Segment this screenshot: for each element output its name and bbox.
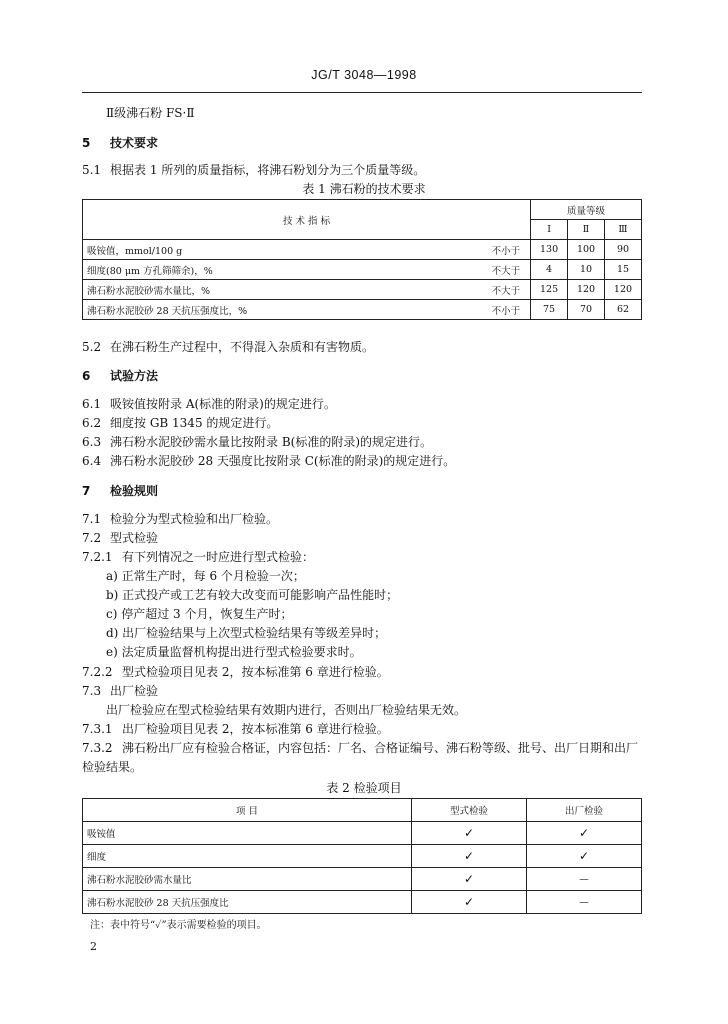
clause-7-3-1: 7.3.1 出厂检验项目见表 2，按本标准第 6 章进行检验。 xyxy=(82,722,389,736)
clause-7-2: 7.2 型式检验 xyxy=(82,531,159,545)
clause-7-3-2-continuation: 检验结果。 xyxy=(82,760,143,774)
table2 xyxy=(82,798,642,914)
header-rule xyxy=(82,92,642,93)
section-5-heading: 5 技术要求 xyxy=(82,136,159,150)
list-item: e) 法定质量监督机构提出进行型式检验要求时。 xyxy=(106,645,362,659)
list-item: c) 停产超过 3 个月，恢复生产时； xyxy=(106,607,293,621)
table-row: 沸石粉水泥胶砂需水量比 ✓ — xyxy=(83,868,642,891)
table2-header-item: 项 目 xyxy=(83,799,412,822)
table-row: 沸石粉水泥胶砂 28 天抗压强度比 ✓ — xyxy=(83,891,642,914)
clause-6-2: 6.2 细度按 GB 1345 的规定进行。 xyxy=(82,416,279,430)
table1-header-indicator: 技 术 指 标 xyxy=(83,200,531,240)
table1-caption: 表 1 沸石粉的技术要求 xyxy=(302,182,426,196)
table-row: 沸石粉水泥胶砂需水量比，% 不大于 125 120 120 xyxy=(83,280,642,300)
table1-grade-2: Ⅱ xyxy=(568,220,605,240)
check-icon: ✓ xyxy=(527,822,642,845)
clause-6-4: 6.4 沸石粉水泥胶砂 28 天强度比按附录 C(标准的附录)的规定进行。 xyxy=(82,454,456,468)
clause-7-3-2: 7.3.2 沸石粉出厂应有检验合格证，内容包括：厂名、合格证编号、沸石粉等级、批号、出厂日期和出厂 xyxy=(82,741,639,755)
clause-7-3-paragraph: 出厂检验应在型式检验结果有效期内进行，否则出厂检验结果无效。 xyxy=(106,703,467,717)
clause-6-1: 6.1 吸铵值按附录 A(标准的附录)的规定进行。 xyxy=(82,397,336,411)
clause-5-2: 5.2 在沸石粉生产过程中，不得混入杂质和有害物质。 xyxy=(82,340,375,354)
dash-mark: — xyxy=(527,891,642,914)
table2-note: 注：表中符号“✓”表示需要检验的项目。 xyxy=(90,920,267,931)
page-number: 2 xyxy=(90,940,97,953)
table2-caption: 表 2 检验项目 xyxy=(326,781,402,795)
clause-7-3: 7.3 出厂检验 xyxy=(82,684,159,698)
table1 xyxy=(82,199,642,320)
page-header: JG/T 3048—1998 xyxy=(311,68,417,82)
table1-grade-3: Ⅲ xyxy=(605,220,642,240)
clause-7-2-2: 7.2.2 型式检验项目见表 2，按本标准第 6 章进行检验。 xyxy=(82,665,389,679)
table2-header-type: 型式检验 xyxy=(412,799,527,822)
table-row: 细度(80 μm 方孔筛筛余)，% 不大于 4 10 15 xyxy=(83,260,642,280)
table-row: 细度 ✓ ✓ xyxy=(83,845,642,868)
check-icon: ✓ xyxy=(412,845,527,868)
table-row: 沸石粉水泥胶砂 28 天抗压强度比，% 不小于 75 70 62 xyxy=(83,300,642,320)
check-icon: ✓ xyxy=(412,822,527,845)
table-row: 吸铵值 ✓ ✓ xyxy=(83,822,642,845)
section-7-heading: 7 检验规则 xyxy=(82,484,159,498)
list-item: d) 出厂检验结果与上次型式检验结果有等级差异时； xyxy=(106,626,387,640)
clause-6-3: 6.3 沸石粉水泥胶砂需水量比按附录 B(标准的附录)的规定进行。 xyxy=(82,435,432,449)
check-icon: ✓ xyxy=(412,868,527,891)
check-icon: ✓ xyxy=(412,891,527,914)
check-icon: ✓ xyxy=(527,845,642,868)
list-item: b) 正式投产或工艺有较大改变而可能影响产品性能时； xyxy=(106,588,399,602)
table1-grade-1: Ⅰ xyxy=(531,220,568,240)
section-6-heading: 6 试验方法 xyxy=(82,369,159,383)
grade-line: Ⅱ级沸石粉 FS·Ⅱ xyxy=(106,106,195,120)
clause-5-1: 5.1 根据表 1 所列的质量指标，将沸石粉划分为三个质量等级。 xyxy=(82,163,426,177)
dash-mark: — xyxy=(527,868,642,891)
table-row: 吸铵值，mmol/100 g 不小于 130 100 90 xyxy=(83,240,642,260)
table1-header-grade: 质量等级 xyxy=(531,200,642,220)
table2-header-factory: 出厂检验 xyxy=(527,799,642,822)
clause-7-1: 7.1 检验分为型式检验和出厂检验。 xyxy=(82,512,279,526)
list-item: a) 正常生产时，每 6 个月检验一次； xyxy=(106,569,305,583)
clause-7-2-1: 7.2.1 有下列情况之一时应进行型式检验： xyxy=(82,550,315,564)
